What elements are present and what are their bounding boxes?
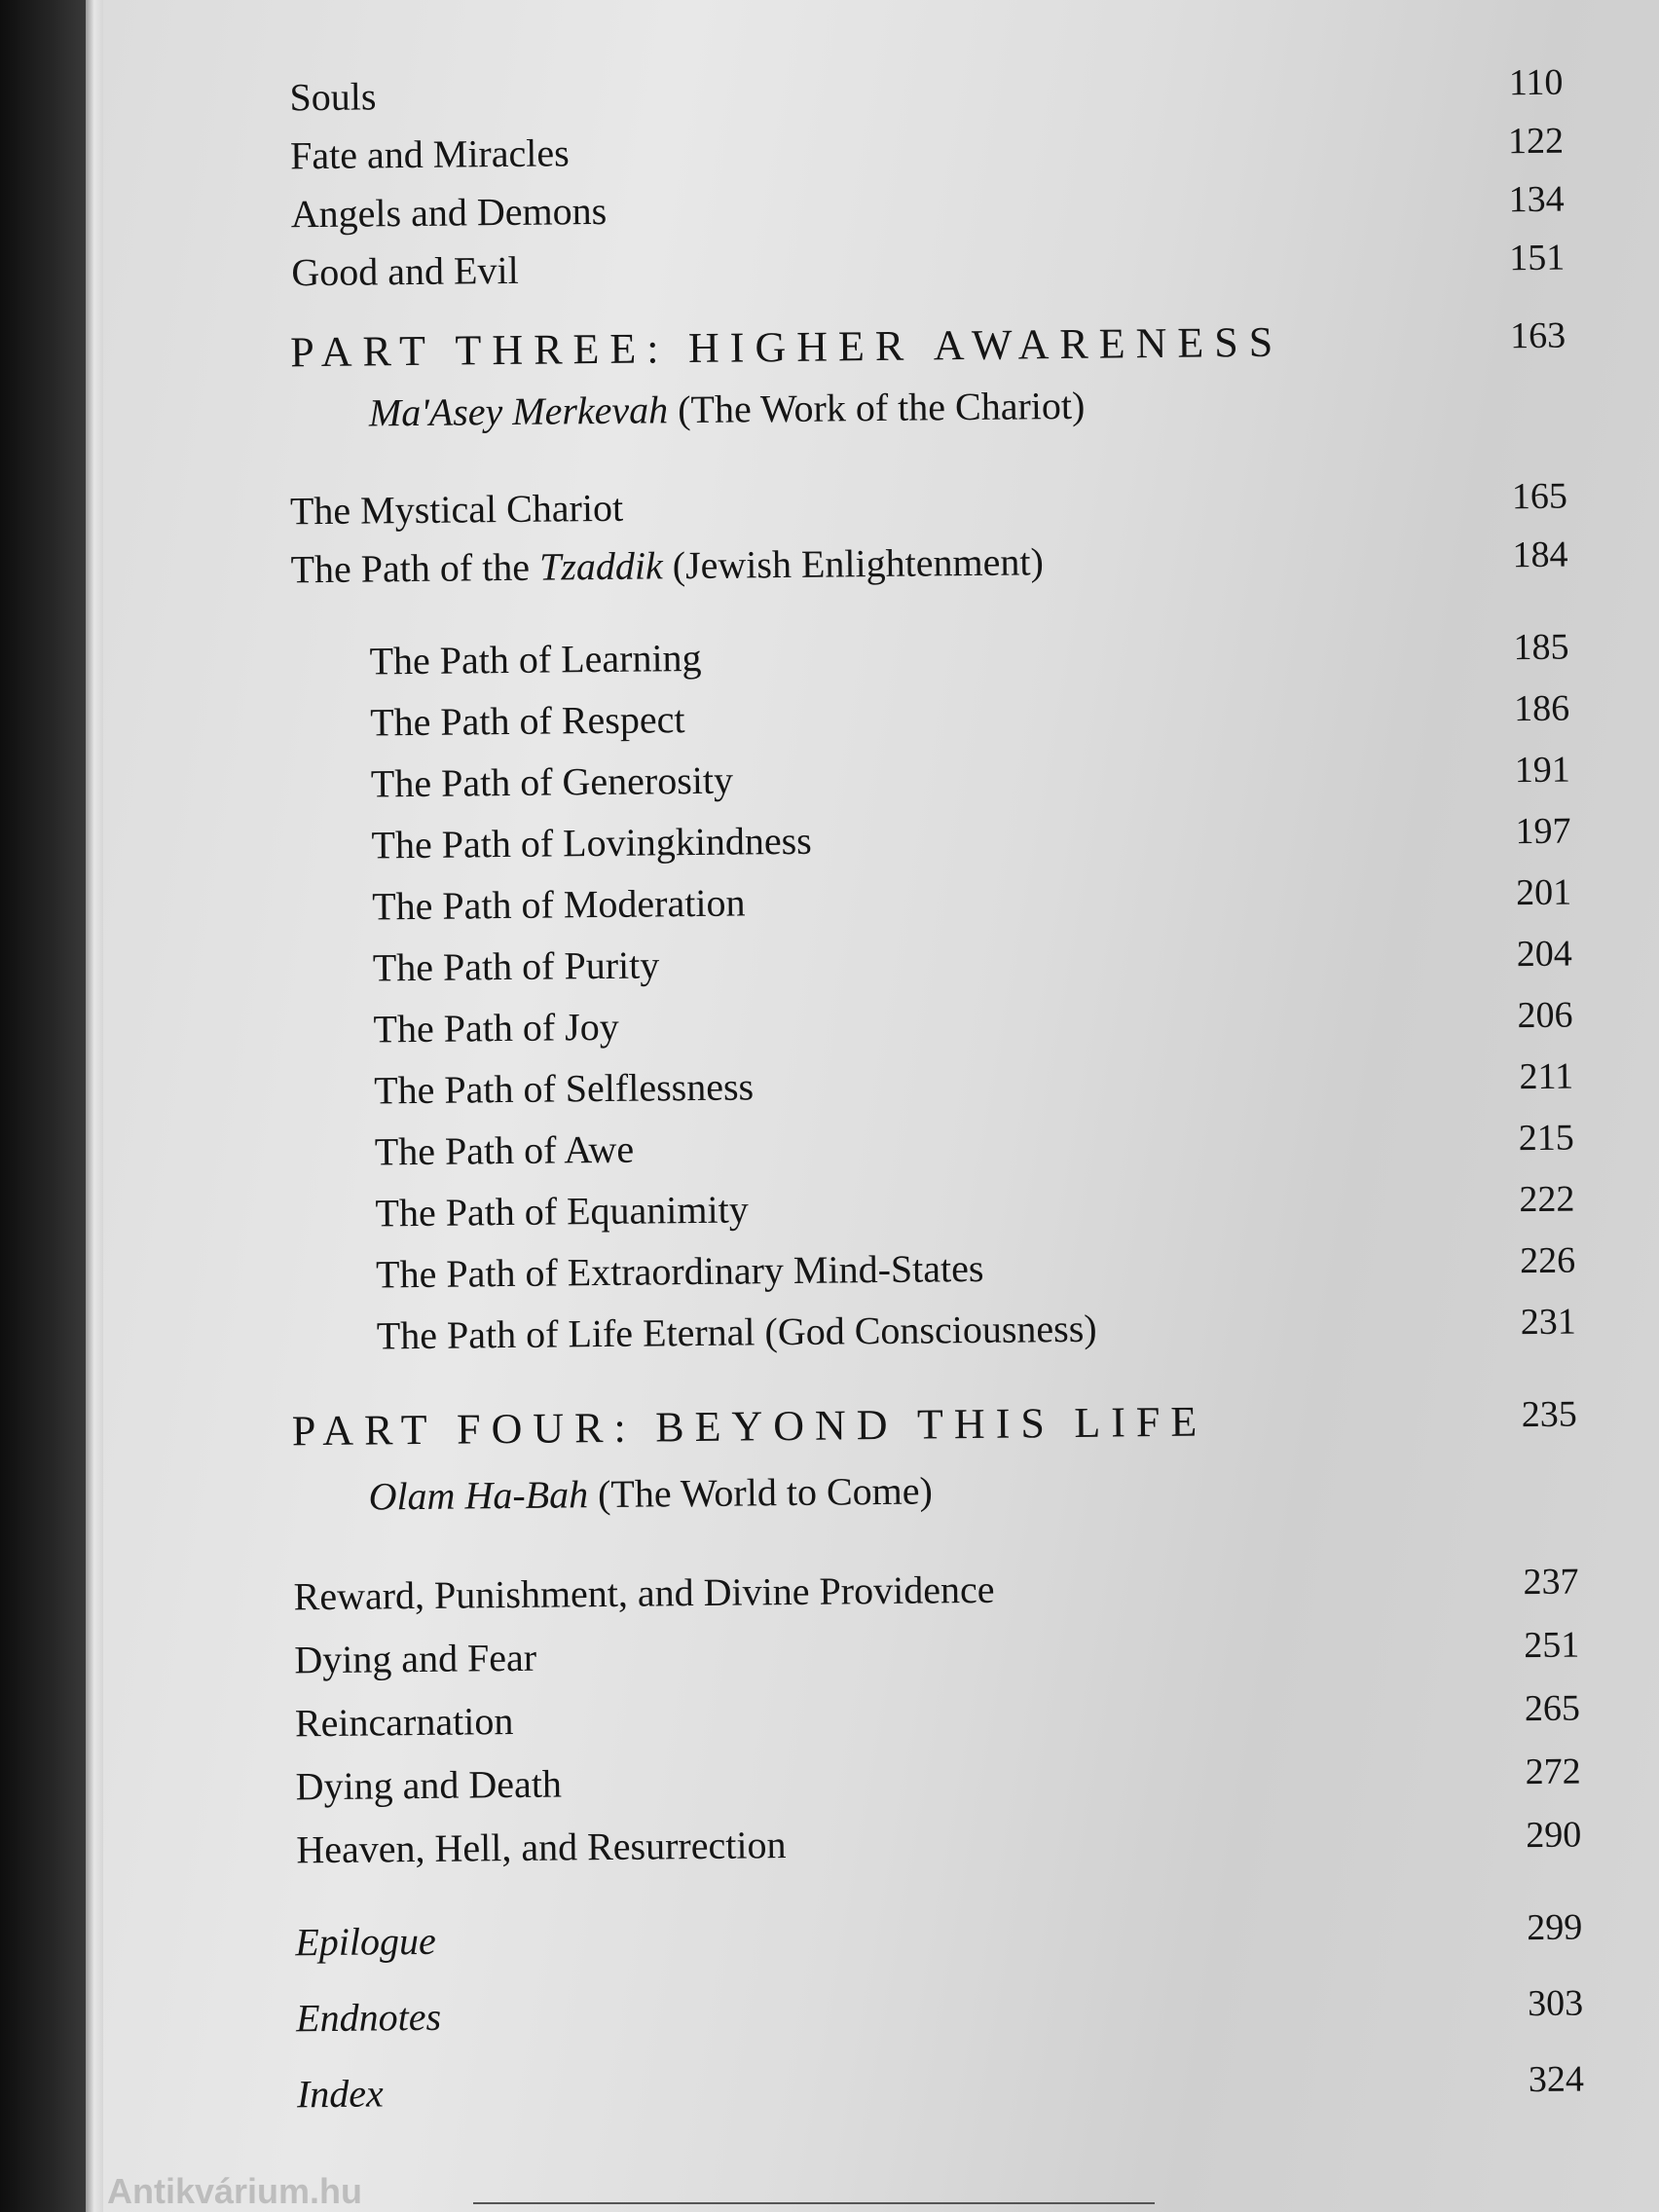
toc-path-page: 185 <box>1513 626 1569 669</box>
toc-entry-page: 184 <box>1512 534 1568 576</box>
toc-backmatter-page: 303 <box>1527 1982 1584 2025</box>
toc-path-page: 197 <box>1515 810 1571 853</box>
toc-entry-title: Souls <box>289 74 377 120</box>
toc-path-page: 204 <box>1516 933 1572 976</box>
toc-path-title: The Path of Respect <box>369 697 685 745</box>
toc-entry-page: 151 <box>1509 237 1566 279</box>
toc-entry-title: Heaven, Hell, and Resurrection <box>296 1823 787 1872</box>
table-of-contents <box>103 0 1659 2212</box>
toc-path-page: 226 <box>1519 1239 1576 1282</box>
part-three-heading: PART THREE: HIGHER AWARENESS <box>289 317 1284 377</box>
toc-path-title: The Path of Joy <box>373 1004 619 1051</box>
toc-path-title: The Path of Life Eternal (God Consciousness) <box>376 1306 1097 1358</box>
toc-entry-page: 134 <box>1508 178 1565 221</box>
toc-path-title: The Path of Learning <box>369 635 702 683</box>
toc-entry-title: Reincarnation <box>294 1699 514 1746</box>
toc-path-title: The Path of Awe <box>374 1126 635 1174</box>
toc-entry-title: Dying and Death <box>295 1761 563 1809</box>
part-three-subtitle: Ma'Asey Merkevah (The Work of the Chariot) <box>368 383 1086 435</box>
toc-backmatter-page: 299 <box>1527 1906 1583 1949</box>
toc-path-title: The Path of Extraordinary Mind-States <box>375 1245 984 1297</box>
toc-entry-title: Dying and Fear <box>294 1635 537 1682</box>
bottom-rule <box>473 2202 1155 2204</box>
toc-entry-title: Fate and Miracles <box>289 130 570 178</box>
toc-entry-page: 272 <box>1525 1751 1581 1793</box>
toc-path-title: The Path of Selflessness <box>373 1064 755 1113</box>
part-four-heading: PART FOUR: BEYOND THIS LIFE <box>291 1397 1208 1456</box>
toc-entry-page: 290 <box>1526 1814 1582 1857</box>
toc-path-page: 215 <box>1518 1117 1574 1160</box>
toc-path-title: The Path of Moderation <box>371 880 746 929</box>
toc-entry-page: 265 <box>1524 1687 1581 1730</box>
toc-backmatter-title: Endnotes <box>295 1994 442 2041</box>
toc-path-title: The Path of Lovingkindness <box>371 818 812 867</box>
toc-path-page: 211 <box>1519 1055 1574 1098</box>
toc-entry-title: The Mystical Chariot <box>289 485 624 534</box>
toc-entry-title: Reward, Punishment, and Divine Providence <box>293 1567 995 1619</box>
toc-entry-page: 110 <box>1508 61 1564 104</box>
toc-entry-page: 237 <box>1523 1561 1579 1604</box>
book-spine <box>0 0 88 2212</box>
toc-entry-page: 165 <box>1511 475 1568 518</box>
toc-backmatter-title: Index <box>296 2071 385 2117</box>
toc-path-title: The Path of Equanimity <box>375 1187 749 1235</box>
part-four-subtitle: Olam Ha-Bah (The World to Come) <box>368 1468 934 1519</box>
toc-path-page: 201 <box>1515 871 1572 914</box>
toc-entry-title: Good and Evil <box>291 247 519 295</box>
toc-backmatter-page: 324 <box>1528 2058 1585 2101</box>
toc-entry-page: 251 <box>1523 1624 1580 1667</box>
toc-path-page: 222 <box>1519 1178 1575 1221</box>
toc-path-title: The Path of Generosity <box>370 757 734 806</box>
book-page <box>103 0 1659 2212</box>
toc-backmatter-title: Epilogue <box>295 1918 436 1965</box>
toc-entry-title: Angels and Demons <box>290 188 608 237</box>
toc-path-page: 191 <box>1514 749 1571 792</box>
toc-path-page: 231 <box>1520 1301 1576 1344</box>
part-four-page: 235 <box>1521 1393 1577 1436</box>
part-three-page: 163 <box>1509 314 1567 357</box>
toc-path-title: The Path of Purity <box>372 942 660 990</box>
toc-entry-page: 122 <box>1507 120 1565 163</box>
toc-entry-title: The Path of the Tzaddik (Jewish Enlightenment) <box>290 539 1044 592</box>
toc-path-page: 206 <box>1517 994 1573 1037</box>
toc-path-page: 186 <box>1513 687 1570 730</box>
watermark-text: Antikvárium.hu <box>107 2171 363 2211</box>
